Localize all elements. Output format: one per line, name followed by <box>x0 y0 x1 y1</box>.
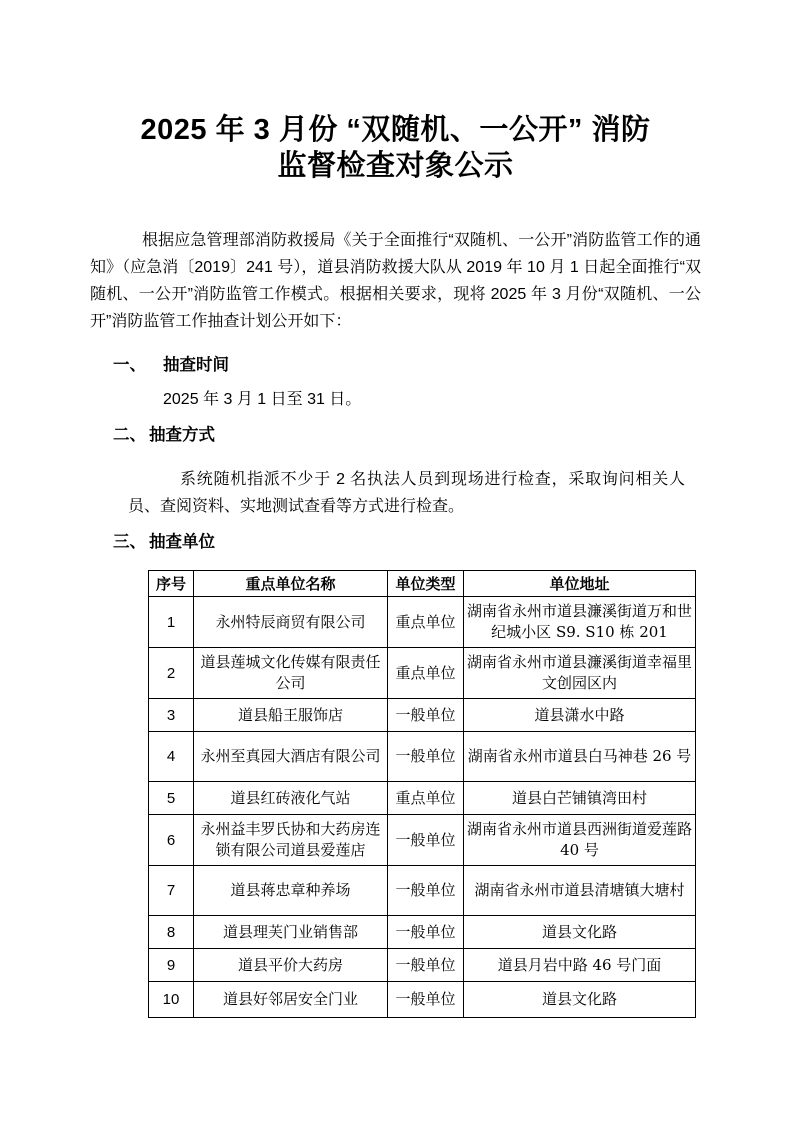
table-row <box>149 732 696 782</box>
cell-unit-type: 一般单位 <box>388 916 464 949</box>
table-row <box>149 648 696 699</box>
cell-unit-address: 湖南省永州市道县西洲街道爱莲路 40 号 <box>464 815 696 866</box>
inspection-method-paragraph: 系统随机指派不少于 2 名执法人员到现场进行检查，采取询问相关人员、查阅资料、实地测试查看等方式进行检查。 <box>128 471 685 516</box>
table-header-row <box>149 571 696 597</box>
cell-unit-name: 道县莲城文化传媒有限责任公司 <box>194 648 388 699</box>
table-row <box>149 699 696 732</box>
cell-unit-name: 道县理芙门业销售部 <box>194 916 388 949</box>
col-header-unit-type: 单位类型 <box>388 571 464 597</box>
intro-paragraph: 根据应急管理部消防救援局《关于全面推行“双随机、一公开”消防监管工作的通知》（应急消〔2019〕241 号），道县消防救援大队从 2019 年 10 月 1 日起全面推行“双随机、一公开”消防监管工作模式。根据相关要求，现将 2025 年 3 月份“双随机、一公开”消防监管工作抽查计划公开如下： <box>90 232 701 331</box>
cell-unit-address: 道县白芒铺镇湾田村 <box>464 782 696 815</box>
cell-unit-name: 永州益丰罗氏协和大药房连锁有限公司道县爱莲店 <box>194 815 388 866</box>
section-title: 抽查单位 <box>149 533 215 552</box>
table-row <box>149 866 696 916</box>
cell-index: 9 <box>149 949 194 982</box>
page-title-line-2: 监督检查对象公示 <box>277 150 514 183</box>
cell-unit-name: 道县船王服饰店 <box>194 699 388 732</box>
page-title <box>90 112 701 184</box>
cell-unit-address: 湖南省永州市道县清塘镇大塘村 <box>464 866 696 916</box>
table-row <box>149 982 696 1018</box>
cell-unit-name: 道县蒋忠章种养场 <box>194 866 388 916</box>
table-body <box>149 597 696 1018</box>
section-heading-inspection-time <box>113 355 701 375</box>
table-row <box>149 916 696 949</box>
cell-unit-type: 一般单位 <box>388 866 464 916</box>
section-heading-inspection-units <box>113 532 701 552</box>
cell-unit-address: 湖南省永州市道县濂溪街道幸福里文创园区内 <box>464 648 696 699</box>
cell-unit-name: 道县好邻居安全门业 <box>194 982 388 1018</box>
cell-unit-type: 重点单位 <box>388 597 464 648</box>
table-row <box>149 597 696 648</box>
cell-unit-type: 一般单位 <box>388 699 464 732</box>
cell-index: 7 <box>149 866 194 916</box>
cell-unit-address: 湖南省永州市道县白马神巷 26 号 <box>464 732 696 782</box>
col-header-index: 序号 <box>149 571 194 597</box>
cell-index: 5 <box>149 782 194 815</box>
section-number: 二、 <box>113 426 146 445</box>
cell-unit-type: 一般单位 <box>388 815 464 866</box>
table-row <box>149 949 696 982</box>
col-header-unit-name: 重点单位名称 <box>194 571 388 597</box>
section-heading-inspection-method <box>113 425 701 445</box>
cell-unit-type: 重点单位 <box>388 782 464 815</box>
col-header-unit-address: 单位地址 <box>464 571 696 597</box>
section-title: 抽查时间 <box>163 356 229 375</box>
section-number: 三、 <box>113 533 146 552</box>
cell-index: 6 <box>149 815 194 866</box>
table-row <box>149 815 696 866</box>
section-number: 一、 <box>113 356 146 375</box>
cell-unit-type: 一般单位 <box>388 982 464 1018</box>
cell-index: 2 <box>149 648 194 699</box>
cell-unit-name: 永州特辰商贸有限公司 <box>194 597 388 648</box>
cell-unit-address: 湖南省永州市道县濂溪街道万和世纪城小区 S9. S10 栋 201 <box>464 597 696 648</box>
cell-unit-name: 道县平价大药房 <box>194 949 388 982</box>
page-title-line-1: 2025 年 3 月份 “双随机、一公开” 消防 <box>140 114 651 147</box>
cell-unit-address: 道县文化路 <box>464 916 696 949</box>
inspection-targets-table <box>148 570 696 1018</box>
cell-unit-address: 道县潇水中路 <box>464 699 696 732</box>
cell-unit-type: 一般单位 <box>388 949 464 982</box>
cell-unit-type: 重点单位 <box>388 648 464 699</box>
cell-index: 3 <box>149 699 194 732</box>
cell-unit-address: 道县月岩中路 46 号门面 <box>464 949 696 982</box>
cell-index: 1 <box>149 597 194 648</box>
cell-index: 8 <box>149 916 194 949</box>
cell-index: 10 <box>149 982 194 1018</box>
cell-unit-type: 一般单位 <box>388 732 464 782</box>
cell-unit-name: 道县红砖液化气站 <box>194 782 388 815</box>
table-row <box>149 782 696 815</box>
cell-unit-address: 道县文化路 <box>464 982 696 1018</box>
section-title: 抽查方式 <box>149 426 215 445</box>
inspection-period-text: 2025 年 3 月 1 日至 31 日。 <box>163 391 362 409</box>
cell-index: 4 <box>149 732 194 782</box>
cell-unit-name: 永州至真园大酒店有限公司 <box>194 732 388 782</box>
